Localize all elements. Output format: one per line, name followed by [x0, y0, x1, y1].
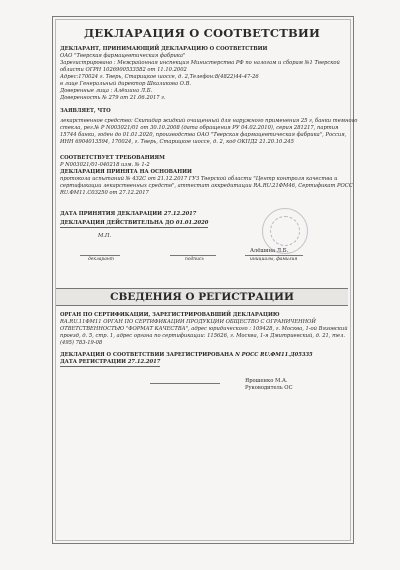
name-line — [245, 255, 303, 256]
accepted-date-value: 27.12.2017 — [163, 211, 197, 217]
accepted-date-label: ДАТА ПРИНЯТИЯ ДЕКЛАРАЦИИ — [60, 211, 163, 217]
declarant-line: Зарегистрировано : Межрайонная инспекция Министерства РФ по налогам и сборам №1 Тверской — [60, 60, 340, 66]
claims-line: лекарственное средство: Скипидар жидкий очищенный для наружного применения 25 г, банки темного — [60, 118, 358, 124]
document-title: ДЕКЛАРАЦИЯ О СООТВЕТСТВИИ — [83, 26, 321, 40]
claims-line: 15744 банки, годен до 01.01.2020, производства ОАО "Тверская фармацевтическая фабрика", Россия, — [60, 132, 347, 138]
declarant-caption: декларант — [88, 257, 114, 262]
signature-line — [170, 255, 216, 256]
registration-band — [56, 288, 348, 306]
valid-date-label: ДЕКЛАРАЦИЯ ДЕЙСТВИТЕЛЬНА ДО — [60, 220, 175, 226]
round-stamp-inner — [270, 216, 300, 246]
head-signature-line — [150, 383, 220, 384]
basis-line: RU.ФМ11.С03250 от 27.12.2017 — [60, 190, 149, 196]
registration-line: ОТВЕТСТВЕННОСТЬЮ "ФОРМАТ КАЧЕСТВА", адрес юридического : 109428, г. Москва, 1-ой Вязовский — [60, 326, 348, 332]
initials-caption: инициалы, фамилия — [250, 257, 298, 262]
mp-mark: М.П. — [98, 233, 112, 239]
registration-number-row — [60, 352, 313, 359]
head-name: Ярошенко М.А. — [245, 378, 288, 384]
head-role: Руководитель ОС — [245, 385, 293, 391]
declarant-line: ОАО "Тверская фармацевтическая фабрика" — [60, 53, 186, 59]
signature-caption: подпись — [185, 257, 204, 262]
declarant-line: Адрес:170024 г. Тверь, Старицкое шоссе, д. 2,Телефон:8(4822)44-47-26 — [60, 74, 259, 80]
registration-date-label: ДАТА РЕГИСТРАЦИИ — [60, 359, 126, 365]
accepted-date-row — [60, 211, 196, 218]
registration-date-value: 27.12.2017 — [127, 359, 161, 365]
declarant-heading: ДЕКЛАРАНТ, ПРИНИМАЮЩИЙ ДЕКЛАРАЦИЮ О СООТВЕТСТВИИ — [60, 46, 268, 52]
registration-heading: ОРГАН ПО СЕРТИФИКАЦИИ, ЗАРЕГИСТРИРОВАВШИЙ ДЕКЛАРАЦИЮ — [60, 312, 280, 318]
registration-number-value: N РОСС RU.ФМ11.Д05335 — [235, 352, 313, 358]
declarant-line: области ОГРН 1026900533582 от 11.10.2002 — [60, 67, 187, 73]
registration-date-row — [60, 359, 160, 367]
claims-line: стекла, рег.№ Р N003021/01 от 30.10.2008 (дата обращения РУ 04.02.2010), серия 281217, партия — [60, 125, 339, 131]
basis-heading: ДЕКЛАРАЦИЯ ПРИНЯТА НА ОСНОВАНИИ — [60, 169, 192, 175]
valid-date-row — [60, 220, 208, 228]
registration-line: (495) 783-19-08 — [60, 340, 103, 346]
declarant-line: Доверенность № 279 от 21.06.2017 г. — [60, 95, 166, 101]
declarant-signature-line — [80, 255, 120, 256]
registration-band-title: СВЕДЕНИЯ О РЕГИСТРАЦИИ — [110, 291, 294, 303]
declarant-name: Алёшина Л.Б. — [250, 248, 289, 254]
declarant-line: в лице Генеральный директор Шкаликова О.В. — [60, 81, 192, 87]
registration-line: RA.RU.11ФМ11 ОРГАН ПО СЕРТИФИКАЦИИ ПРОДУКЦИИ ОБЩЕСТВО С ОГРАНИЧЕННОЙ — [60, 319, 316, 325]
claims-heading: ЗАЯВЛЯЕТ, ЧТО — [60, 108, 111, 114]
valid-date-value: 01.01.2020 — [175, 220, 209, 226]
registration-line: проезд, д. 5, стр. 1, адрес органа по сертификации: 115626, г. Москва, 1-я Дмитриевский, д. 21, тел. — [60, 333, 346, 339]
basis-line: протокола испытаний № 432С от 21.12.2017 ГУЗ Тверской области "Центр контроля качества и — [60, 176, 338, 182]
basis-line: сертификации лекарственных средств", аттестат аккредитации RA.RU.21ФМ46, Сертификат РОСС — [60, 183, 353, 189]
requirements-heading: СООТВЕТСТВУЕТ ТРЕБОВАНИЯМ — [60, 155, 165, 161]
requirements-line: Р N003021/01-040218 изм. № 1-2 — [60, 162, 150, 168]
claims-line: ИНН 6904013594, 170024, г. Тверь, Старицкое шоссе, д. 2, код ОКПД2 21.20.10.245 — [60, 139, 294, 145]
registration-number-label: ДЕКЛАРАЦИЯ О СООТВЕТСТВИИ ЗАРЕГИСТРИРОВАНА — [60, 352, 234, 358]
declarant-line: Доверенные лица : Алёшина Л.Б. — [60, 88, 153, 94]
